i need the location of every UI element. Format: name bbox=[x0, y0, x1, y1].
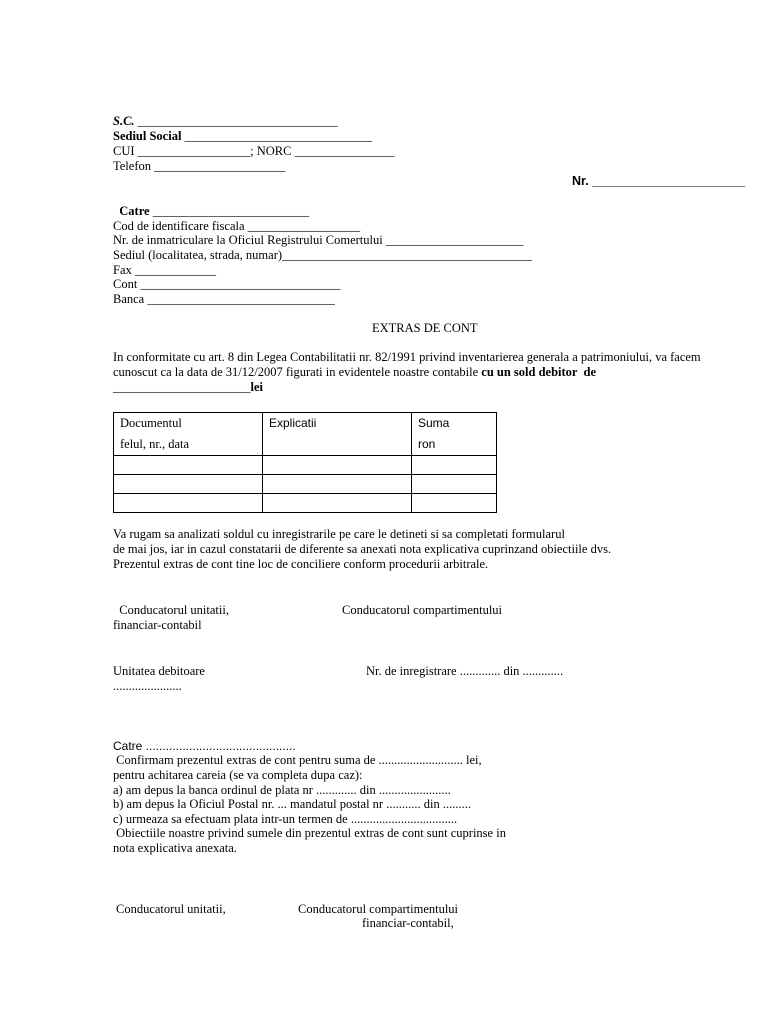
banca-row: Banca ______________________________ bbox=[113, 292, 335, 306]
document-number bbox=[572, 174, 745, 189]
table-cell[interactable] bbox=[412, 475, 497, 494]
table-cell[interactable] bbox=[263, 494, 412, 513]
fax-row: Fax _____________ bbox=[113, 263, 217, 277]
reply-line-1: Confirmam prezentul extras de cont pentru suma de ........................... lei, bbox=[113, 753, 482, 767]
sediu-label: Sediul Social bbox=[113, 129, 182, 143]
sc-label: S.C. bbox=[113, 114, 135, 128]
reply-objections-line-1: Obiectiile noastre privind sumele din prezentul extras de cont sunt cuprinse in bbox=[113, 826, 506, 840]
debtor-unit-label: Unitatea debitoare bbox=[113, 664, 205, 678]
inmatriculare-row: Nr. de inmatriculare la Oficiul Registrului Comertului ______________________ bbox=[113, 233, 524, 247]
lei-label: lei bbox=[250, 380, 263, 394]
reply-signature-compartment-dept: financiar-contabil, bbox=[362, 916, 454, 930]
recipient-catre-row bbox=[113, 204, 309, 219]
telefon-row: Telefon _____________________ bbox=[113, 159, 286, 173]
reply-signature-unit-head: Conducatorul unitatii, bbox=[116, 902, 226, 916]
sold-debitor-label: cu un sold debitor de bbox=[481, 365, 597, 379]
intro-line-2-text: cunoscut ca la data de 31/12/2007 figurati in evidentele noastre contabile bbox=[113, 365, 482, 379]
cont-row: Cont ________________________________ bbox=[113, 277, 341, 291]
header-documentul-line1: Documentul bbox=[120, 416, 182, 430]
sediul-row: Sediul (localitatea, strada, numar)________________________________________ bbox=[113, 248, 533, 262]
reply-option-a: a) am depus la banca ordinul de plata nr ............. din ....................... bbox=[113, 783, 451, 797]
intro-line-2 bbox=[113, 365, 596, 380]
signature-unit-head-dept: financiar-contabil bbox=[113, 618, 202, 632]
reply-catre: Catre ............................................. bbox=[113, 739, 296, 753]
header-documentul bbox=[114, 413, 263, 456]
sender-sc-row bbox=[113, 114, 338, 129]
debtor-unit-blank: ...................... bbox=[113, 679, 182, 693]
table-row bbox=[114, 456, 497, 475]
document-title: EXTRAS DE CONT bbox=[372, 321, 478, 335]
request-line-1: Va rugam sa analizati soldul cu inregistrarile pe care le detineti si sa completati formularul bbox=[113, 527, 565, 541]
nr-label: Nr. bbox=[572, 174, 589, 188]
sold-amount-blank: ______________________ bbox=[113, 380, 251, 394]
reply-signature-compartment-head: Conducatorul compartimentului bbox=[298, 902, 459, 916]
header-suma bbox=[412, 413, 497, 456]
sediu-blank: ______________________________ bbox=[181, 129, 373, 143]
sc-blank: ________________________________ bbox=[134, 114, 338, 128]
table-cell[interactable] bbox=[412, 456, 497, 475]
request-line-2: de mai jos, iar in cazul constatarii de diferente sa anexati nota explicativa cuprinzand obiectiile dvs. bbox=[113, 542, 612, 556]
table-row bbox=[114, 494, 497, 513]
intro-line-1: In conformitate cu art. 8 din Legea Contabilitatii nr. 82/1991 privind inventarierea generala a patrimoniului, va facem bbox=[113, 350, 701, 364]
table-row bbox=[114, 475, 497, 494]
table-cell[interactable] bbox=[263, 475, 412, 494]
request-line-3: Prezentul extras de cont tine loc de conciliere conform procedurii arbitrale. bbox=[113, 557, 489, 571]
cui-norc-row: CUI __________________; NORC ________________ bbox=[113, 144, 395, 158]
cod-fiscal-row: Cod de identificare fiscala __________________ bbox=[113, 219, 361, 233]
nr-blank: ______________________ bbox=[588, 174, 746, 188]
header-suma-label: Suma bbox=[418, 416, 450, 430]
table-cell[interactable] bbox=[263, 456, 412, 475]
sender-sediu-row bbox=[113, 129, 372, 144]
table-header-row bbox=[114, 413, 497, 456]
reply-option-c: c) urmeaza sa efectuam plata intr-un termen de .................................. bbox=[113, 812, 458, 826]
table-cell[interactable] bbox=[114, 475, 263, 494]
reply-option-b: b) am depus la Oficiul Postal nr. ... mandatul postal nr ........... din ......... bbox=[113, 797, 471, 811]
registration-number: Nr. de inregistrare ............. din ............. bbox=[366, 664, 564, 678]
reply-objections-line-2: nota explicativa anexata. bbox=[113, 841, 237, 855]
header-suma-unit: ron bbox=[418, 437, 436, 451]
header-explicatii-label: Explicatii bbox=[269, 416, 317, 430]
catre-label: Catre bbox=[119, 204, 150, 218]
header-documentul-line2: felul, nr., data bbox=[120, 437, 190, 451]
reply-line-2: pentru achitarea careia (se va completa dupa caz): bbox=[113, 768, 363, 782]
catre-blank: _________________________ bbox=[149, 204, 309, 218]
intro-line-3 bbox=[113, 380, 263, 395]
extras-table bbox=[113, 412, 497, 513]
table-cell[interactable] bbox=[114, 456, 263, 475]
table-cell[interactable] bbox=[412, 494, 497, 513]
signature-compartment-head: Conducatorul compartimentului bbox=[342, 603, 503, 617]
table-cell[interactable] bbox=[114, 494, 263, 513]
signature-unit-head: Conducatorul unitatii, bbox=[113, 603, 229, 617]
header-explicatii bbox=[263, 413, 412, 456]
